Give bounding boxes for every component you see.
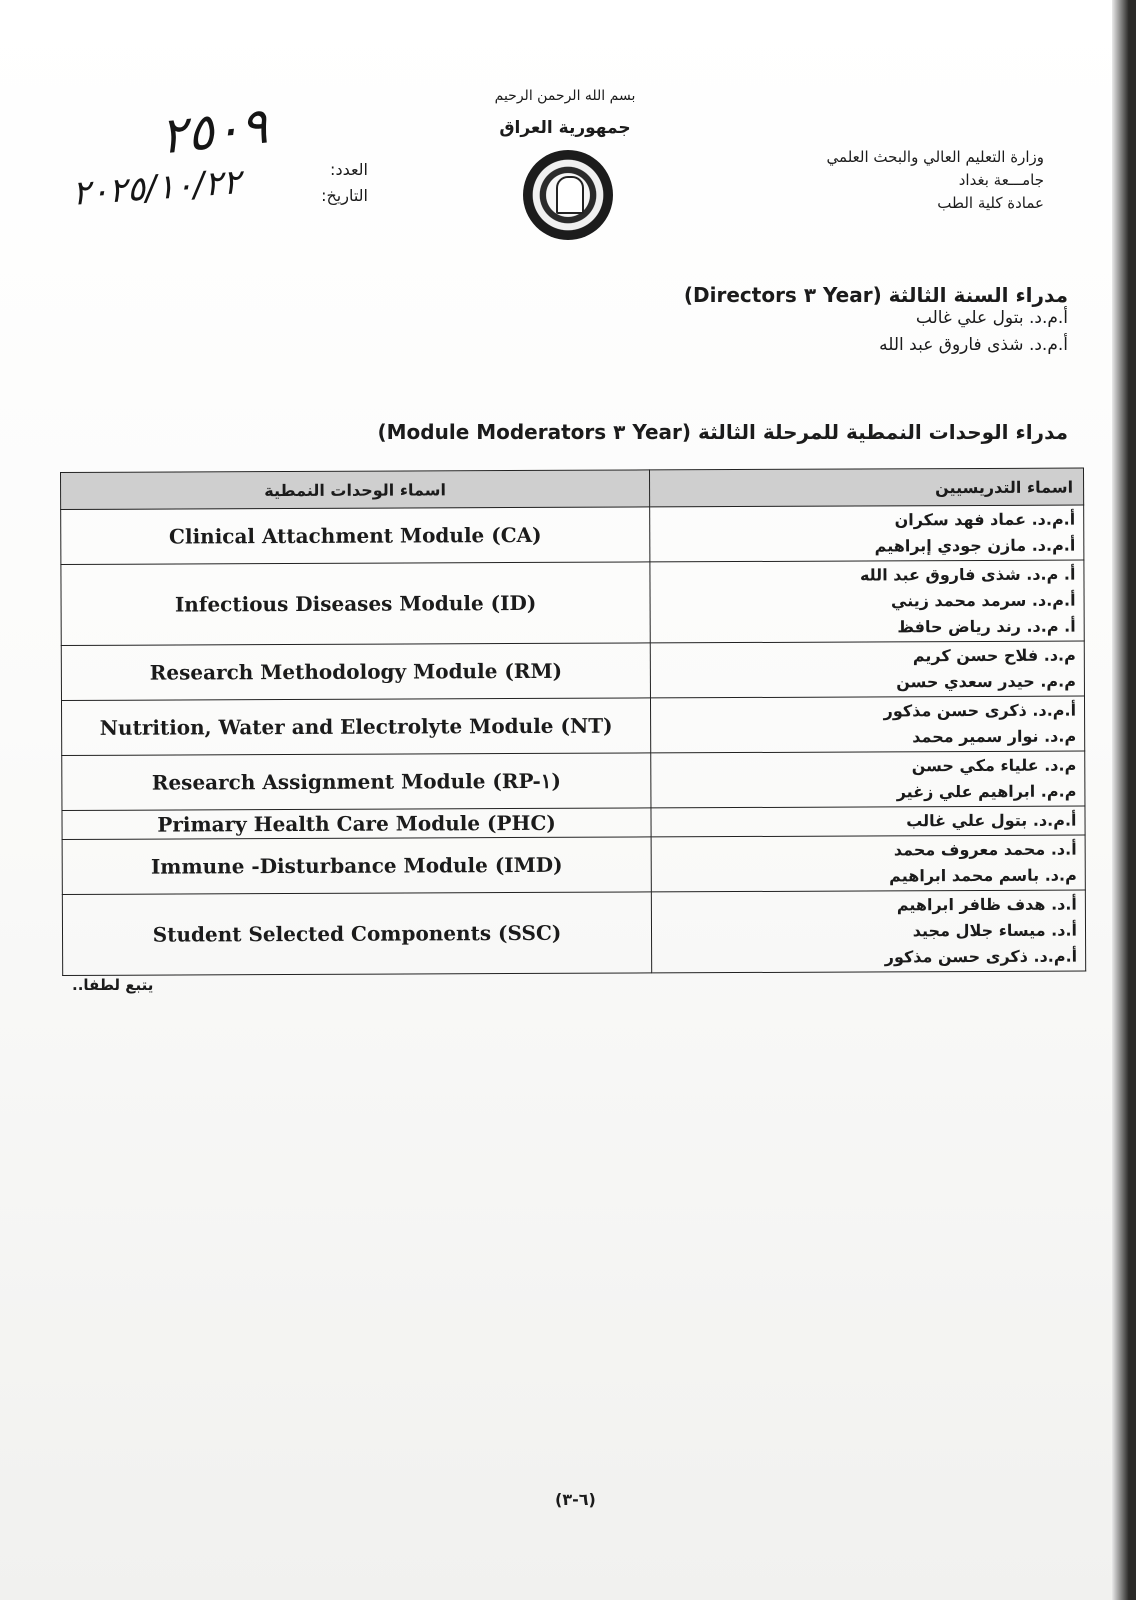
director-name: أ.م.د. بتول علي غالب bbox=[915, 308, 1068, 328]
module-name: Infectious Diseases Module (ID) bbox=[61, 562, 650, 646]
instructor-name: م.د. فلاح حسن كريم bbox=[912, 645, 1076, 666]
instructor-cell bbox=[651, 835, 1085, 892]
instructor-name: أ.م.د. ذكرى حسن مذكور bbox=[884, 946, 1078, 967]
university-line: جامـــعة بغداد bbox=[958, 171, 1044, 189]
republic-title: جمهورية العراق bbox=[499, 118, 631, 138]
page-edge bbox=[1112, 0, 1136, 1600]
table-row bbox=[62, 751, 1085, 810]
instructor-name: أ.م.د. مازن جودي إبراهيم bbox=[874, 535, 1076, 556]
instructor-cell bbox=[651, 806, 1085, 837]
column-header-modules: اسماء الوحدات النمطية bbox=[61, 470, 650, 510]
column-header-instructors: اسماء التدريسيين bbox=[650, 468, 1084, 507]
instructor-name: م.د. نوار سمير محمد bbox=[912, 726, 1077, 747]
module-name: Student Selected Components (SSC) bbox=[62, 892, 651, 976]
table-row bbox=[62, 806, 1085, 839]
module-name: Immune -Disturbance Module (IMD) bbox=[62, 837, 651, 895]
table-row bbox=[62, 890, 1085, 975]
director-name: أ.م.د. شذى فاروق عبد الله bbox=[879, 335, 1068, 355]
instructor-name: أ. م.د. رند رياض حافظ bbox=[897, 616, 1076, 637]
reference-label: العدد: bbox=[330, 160, 368, 179]
module-name: Research Methodology Module (RM) bbox=[61, 643, 650, 701]
module-name: Research Assignment Module (RP-١) bbox=[62, 753, 651, 811]
instructor-name: م.د. باسم محمد ابراهيم bbox=[889, 865, 1077, 886]
table-row bbox=[62, 835, 1085, 894]
continues-note: يتبع لطفا.. bbox=[72, 976, 154, 994]
bismillah: بسم الله الرحمن الرحيم bbox=[494, 88, 636, 104]
date-label: التاريخ: bbox=[321, 186, 368, 205]
page-number: (٦-٣) bbox=[555, 1490, 596, 1509]
instructor-name: م.م. حيدر سعدي حسن bbox=[896, 671, 1076, 692]
college-line: عمادة كلية الطب bbox=[937, 194, 1044, 212]
table-row bbox=[61, 505, 1084, 564]
table-header-row bbox=[61, 468, 1084, 509]
modules-heading: مدراء الوحدات النمطية للمرحلة الثالثة (Year ٣ Module Moderators) bbox=[377, 420, 1068, 444]
directors-heading: مدراء السنة الثالثة (Year ٣ Directors) bbox=[683, 283, 1068, 307]
instructor-name: أ. م.د. شذى فاروق عبد الله bbox=[859, 564, 1076, 585]
instructor-cell bbox=[651, 751, 1085, 808]
instructor-name: م.د. علياء مكي حسن bbox=[911, 755, 1077, 776]
instructor-cell bbox=[650, 505, 1084, 562]
instructor-name: م.م. ابراهيم علي زغير bbox=[896, 781, 1077, 802]
instructor-cell bbox=[650, 641, 1084, 698]
instructor-name: أ.د. هدف ظافر ابراهيم bbox=[896, 894, 1077, 915]
table-row bbox=[61, 641, 1084, 700]
instructor-name: أ.م.د. ذكرى حسن مذكور bbox=[883, 700, 1077, 721]
instructor-cell bbox=[650, 560, 1084, 643]
instructor-name: أ.م.د. سرمد محمد زيني bbox=[890, 590, 1076, 611]
instructor-name: أ.د. محمد معروف محمد bbox=[893, 839, 1077, 860]
module-name: Nutrition, Water and Electrolyte Module (NT) bbox=[61, 698, 650, 756]
university-seal-icon bbox=[523, 150, 613, 240]
instructor-name: أ.م.د. بتول علي غالب bbox=[906, 810, 1077, 831]
instructor-name: أ.د. ميساء جلال مجيد bbox=[912, 920, 1078, 941]
handwritten-date: ٢٠٢٥/١٠/٢٢ bbox=[70, 162, 243, 214]
instructor-cell bbox=[651, 890, 1085, 973]
table-row bbox=[61, 560, 1084, 645]
module-moderators-table bbox=[60, 468, 1086, 976]
module-name: Primary Health Care Module (PHC) bbox=[62, 808, 651, 840]
instructor-name: أ.م.د. عماد فهد سكران bbox=[894, 509, 1076, 530]
instructor-cell bbox=[651, 696, 1085, 753]
ministry-block bbox=[744, 146, 1044, 215]
handwritten-reference-number: ٢٥٠٩ bbox=[157, 96, 271, 166]
ministry-line: وزارة التعليم العالي والبحث العلمي bbox=[826, 148, 1044, 166]
module-name: Clinical Attachment Module (CA) bbox=[61, 507, 650, 565]
table-row bbox=[61, 696, 1084, 755]
